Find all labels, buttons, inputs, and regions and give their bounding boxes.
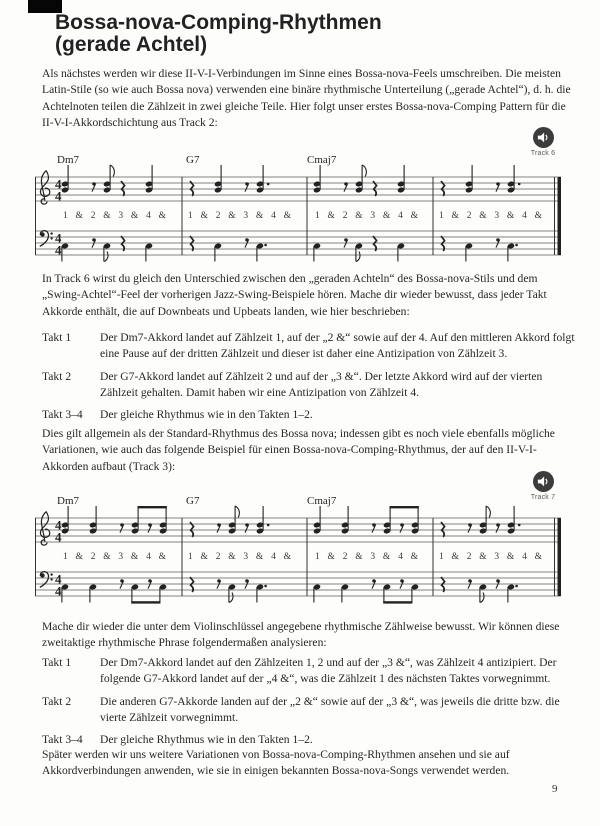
svg-text:4: 4	[55, 188, 62, 204]
chord-label: Cmaj7	[307, 495, 337, 507]
counting-text: 1 & 2 & 3 & 4 &	[315, 211, 418, 221]
chord-label: Dm7	[57, 154, 79, 166]
counting-text: 1 & 2 & 3 & 4 &	[439, 552, 542, 562]
beam	[390, 506, 419, 508]
counting-text: 1 & 2 & 3 & 4 &	[315, 552, 418, 562]
chord-label: Dm7	[57, 495, 79, 507]
music-system-track6	[35, 151, 570, 271]
svg-text:4: 4	[55, 517, 62, 533]
counting-text: 1 & 2 & 3 & 4 &	[63, 552, 166, 562]
outro-paragraph: Später werden wir uns weitere Variationen von Bossa-nova-Comping-Rhythmen ansehen und sie auf Akkordverbindungen anwenden, wie sie in einigen bekannten Bossa-nova-Songs verwendet werden.	[42, 748, 510, 778]
treble-notes	[61, 506, 520, 537]
svg-text:4: 4	[55, 571, 62, 587]
chord-label: G7	[186, 154, 200, 166]
standard-rhythm-paragraph: Dies gilt allgemein als der Standard-Rhythmus des Bossa nova; indessen gibt es noch viele ebenfalls mögliche Variationen, wie auch das folgende Beispiel für einen Bossa-nova-Comping-Rhythmus, der auf den II-V-I-Akkorden aufbaut (Track 3):	[42, 427, 555, 473]
page-number: 9	[552, 783, 558, 795]
time-signature	[55, 177, 62, 258]
bass-clef-icon	[40, 572, 53, 588]
analysis-item	[42, 407, 576, 423]
beam	[138, 506, 167, 508]
takt-label: Takt 1	[42, 331, 72, 344]
takt-text: Der gleiche Rhythmus wie in den Takten 1–2.	[100, 408, 313, 422]
chord-symbols	[57, 154, 337, 166]
chord-symbols	[57, 495, 337, 507]
svg-text:4: 4	[55, 583, 62, 599]
takt-text: Der G7-Akkord landet auf Zählzeit 2 und auf der „3 &“. Der letzte Akkord wird auf der vierten Zählzeit gehalten. Damit haben wir eine Antizipation von Zählzeit 4.	[100, 369, 543, 399]
takt-label: Takt 2	[42, 369, 72, 383]
svg-text:4: 4	[55, 529, 62, 545]
svg-text:4: 4	[55, 230, 62, 246]
analysis-item	[42, 369, 576, 402]
takt-text: Der Dm7-Akkord landet auf Zählzeit 1, auf der „2 &“ sowie auf der 4. Auf den mittleren Akkord folgt eine Pause auf der dritten Zählzeit und dieser ist daher eine Antizipation von Zählzeit 3.	[100, 331, 575, 361]
counting-text: 1 & 2 & 3 & 4 &	[439, 211, 542, 221]
zaehlweise-paragraph: Mache dir wieder die unter dem Violinschlüssel angegebene rhythmische Zählweise bewusst. Wir können diese zweitaktige rhythmische Phrase folgendermaßen analysieren:	[42, 620, 560, 650]
analysis-list-track6	[42, 330, 576, 429]
page-title	[55, 12, 382, 55]
track6-paragraph: In Track 6 wirst du gleich den Unterschied zwischen den „geraden Achteln“ des Bossa-nova-Stils und dem „Swing-Achtel“-Feel der vorherigen Jazz-Swing-Beispiele hören. Mache dir wieder bewusst, dass jeder Takt Akkorde enthält, die auf Downbeats und Upbeats landen, wie hier beschrieben:	[42, 272, 547, 318]
track7-label: Track 7	[530, 494, 556, 501]
analysis-item	[42, 655, 576, 688]
page-title-line2: (gerade Achtel)	[55, 32, 208, 56]
beam	[131, 601, 160, 603]
takt-label: Takt 3–4	[42, 408, 83, 422]
speaker-icon	[533, 127, 554, 148]
counting-row	[63, 211, 543, 221]
counting-text: 1 & 2 & 3 & 4 &	[63, 211, 166, 221]
takt-label: Takt 1	[42, 656, 72, 669]
takt-label: Takt 3–4	[42, 733, 83, 747]
takt-text: Der gleiche Rhythmus wie in den Takten 1–2.	[100, 733, 313, 747]
takt-text: Der Dm7-Akkord landet auf den Zählzeiten 1, 2 und auf der „3 &“, was Zählzeit 4 antizipiert. Der folgende G7-Akkord landet auf der „4 &“, was die Zählzeit 1 des nächsten Taktes vorwegnimmt.	[100, 656, 557, 686]
final-barline	[558, 518, 562, 596]
final-barline	[558, 177, 562, 255]
music-system-track7	[35, 492, 570, 612]
page-title-line1: Bossa-nova-Comping-Rhythmen	[55, 11, 382, 34]
time-signature	[55, 518, 62, 599]
speaker-icon	[533, 471, 554, 492]
counting-text: 1 & 2 & 3 & 4 &	[188, 211, 291, 221]
counting-text: 1 & 2 & 3 & 4 &	[188, 552, 291, 562]
beam	[383, 601, 412, 603]
takt-text: Die anderen G7-Akkorde landen auf der „2 &“ sowie auf der „3 &“, was jeweils die dritte bzw. die vierte Zählzeit vorwegnimmt.	[100, 694, 560, 724]
svg-text:4: 4	[55, 242, 62, 258]
analysis-item	[42, 694, 576, 727]
bass-clef-icon	[40, 231, 53, 247]
intro-paragraph: Als nächstes werden wir diese II-V-I-Verbindungen im Sinne eines Bossa-nova-Feels umschreiben. Die meisten Latin-Stile (so wie auch Bossa nova) verwenden eine binäre rhythmische Unterteilung („gerade Achtel“), d. h. die Achtelnoten teilen die Zählzeit in zwei gleiche Teile. Hier folgt unser erstes Bossa-nova-Comping Pattern für die II-V-I-Akkordschichtung aus Track 2:	[42, 67, 571, 129]
treble-clef-icon	[40, 512, 49, 545]
track6-label: Track 6	[530, 150, 556, 157]
analysis-list-track7	[42, 655, 576, 754]
svg-text:4: 4	[55, 176, 62, 192]
counting-row	[63, 552, 543, 562]
analysis-item	[42, 330, 576, 363]
chord-label: Cmaj7	[307, 154, 337, 166]
takt-label: Takt 2	[42, 694, 72, 708]
treble-clef-icon	[40, 171, 49, 204]
treble-notes	[61, 165, 520, 196]
chord-label: G7	[186, 495, 200, 507]
